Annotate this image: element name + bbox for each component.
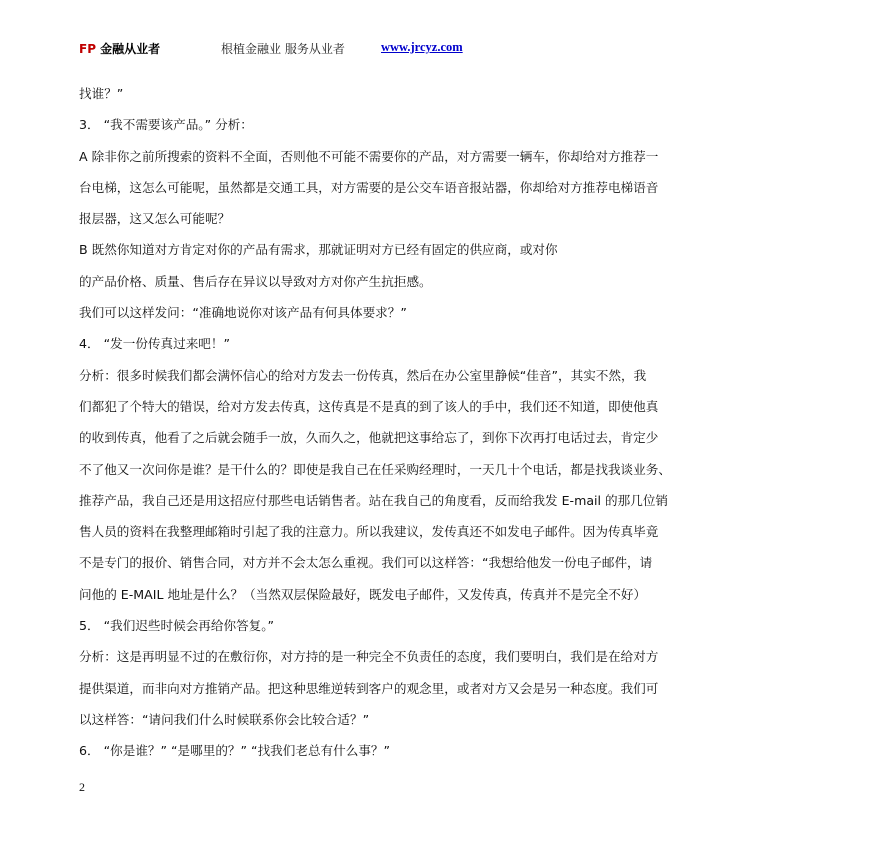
document-body — [79, 78, 794, 767]
text-line: 6． “你是谁？” “是哪里的？” “找我们老总有什么事？” — [79, 743, 391, 759]
text-line: 找谁？” — [79, 86, 124, 101]
text-line: 们都犯了个特大的错误，给对方发去传真，这传真是不是真的到了该人的手中，我们还不知道，即使他真 — [79, 398, 659, 414]
brand-logo — [79, 40, 160, 57]
text-line: 台电梯，这怎么可能呢，虽然都是交通工具，对方需要的是公交车语音报站器，你却给对方推荐电梯语音 — [79, 179, 659, 195]
text-line: 不是专门的报价、销售合同，对方并不会太怎么重视。我们可以这样答：“我想给他发一份电子邮件，请 — [79, 555, 653, 571]
text-line: 3． “我不需要该产品。” 分析： — [79, 117, 253, 133]
text-line: 4． “发一份传真过来吧！” — [79, 336, 231, 352]
text-line: 以这样答：“请问我们什么时候联系你会比较合适？” — [79, 711, 370, 727]
brand-name: 金融从业者 — [96, 42, 161, 56]
text-line: 5． “我们迟些时候会再给你答复。” — [79, 618, 275, 634]
header-tagline: 根植金融业 服务从业者 — [221, 42, 345, 56]
text-line: 报层器，这又怎么可能呢？ — [79, 211, 231, 227]
text-line: 问他的 E-MAIL 地址是什么？（当然双层保险最好，既发电子邮件，又发传真，传真并不是完全不好） — [79, 586, 647, 602]
text-line: B 既然你知道对方肯定对你的产品有需求，那就证明对方已经有固定的供应商，或对你 — [79, 242, 558, 258]
page-number: 2 — [79, 780, 85, 794]
site-link[interactable]: www.jrcyz.com — [381, 40, 463, 54]
text-line: 提供渠道，而非向对方推销产品。把这种思维逆转到客户的观念里，或者对方又会是另一种态度。我们可 — [79, 680, 659, 696]
text-line: 不了他又一次问你是谁？是干什么的？即使是我自己在任采购经理时，一天几十个电话，都是找我谈业务、 — [79, 461, 671, 477]
text-line: 推荐产品，我自己还是用这招应付那些电话销售者。站在我自己的角度看，反而给我发 E-mail 的那几位销 — [79, 492, 669, 508]
text-line: 分析：这是再明显不过的在敷衍你，对方持的是一种完全不负责任的态度，我们要明白，我们是在给对方 — [79, 649, 659, 665]
text-line: 的产品价格、质量、售后存在异议以导致对方对你产生抗拒感。 — [79, 273, 432, 289]
text-line: A 除非你之前所搜索的资料不全面，否则他不可能不需要你的产品，对方需要一辆车，你却给对方推荐一 — [79, 148, 659, 164]
brand-fp: FP — [79, 42, 96, 56]
text-line: 售人员的资料在我整理邮箱时引起了我的注意力。所以我建议，发传真还不如发电子邮件。因为传真毕竟 — [79, 524, 659, 540]
text-line: 的收到传真，他看了之后就会随手一放，久而久之，他就把这事给忘了，到你下次再打电话过去，肯定少 — [79, 430, 659, 446]
page-header — [79, 40, 830, 60]
text-line: 分析：很多时候我们都会满怀信心的给对方发去一份传真，然后在办公室里静候“佳音”，其实不然，我 — [79, 367, 647, 383]
text-line: 我们可以这样发问：“准确地说你对该产品有何具体要求？” — [79, 305, 407, 321]
